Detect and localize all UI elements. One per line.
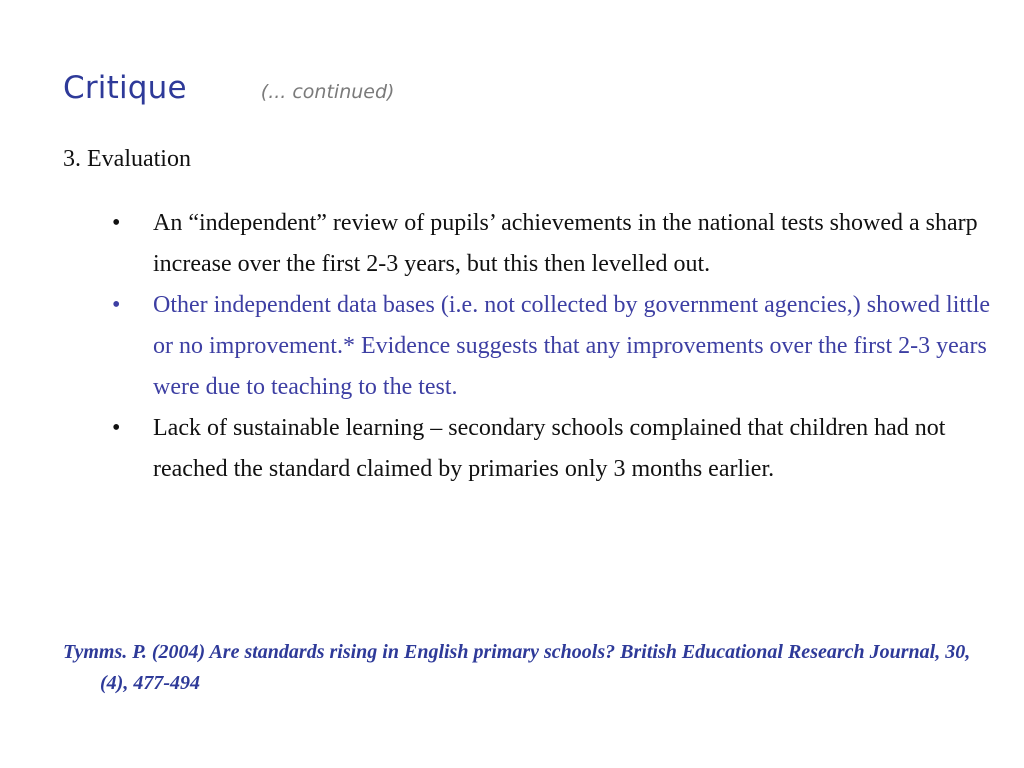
bullet-text: Lack of sustainable learning – secondary schools complained that children had not reached the standard claimed by primaries only 3 months earlier. (153, 415, 946, 482)
bullet-dot-icon: • (112, 210, 121, 236)
reference-citation: Tymms. P. (2004) Are standards rising in English primary schools? British Educational Research Journal, 30, (4), 477-494 (63, 641, 971, 694)
slide-subtitle: (... continued) (260, 81, 395, 103)
bullet-dot-icon: • (112, 415, 121, 441)
title-row (63, 70, 394, 114)
bullet-text: An “independent” review of pupils’ achievements in the national tests showed a sharp increase over the first 2-3 years, but this then levelled out. (153, 210, 978, 277)
bullet-dot-icon: • (112, 292, 121, 318)
slide-title: Critique (63, 70, 187, 106)
bullet-item-sustainable-learning (112, 408, 992, 490)
section-heading: 3. Evaluation (63, 146, 191, 172)
bullet-text: Other independent data bases (i.e. not collected by government agencies,) showed little or no improvement.* Evidence suggests that any improvements over the first 2-3 years were due to teaching to the test. (153, 292, 991, 400)
bullet-list (112, 203, 992, 490)
bullet-item-independent-review (112, 203, 992, 285)
bullet-item-other-data-bases (112, 285, 992, 408)
